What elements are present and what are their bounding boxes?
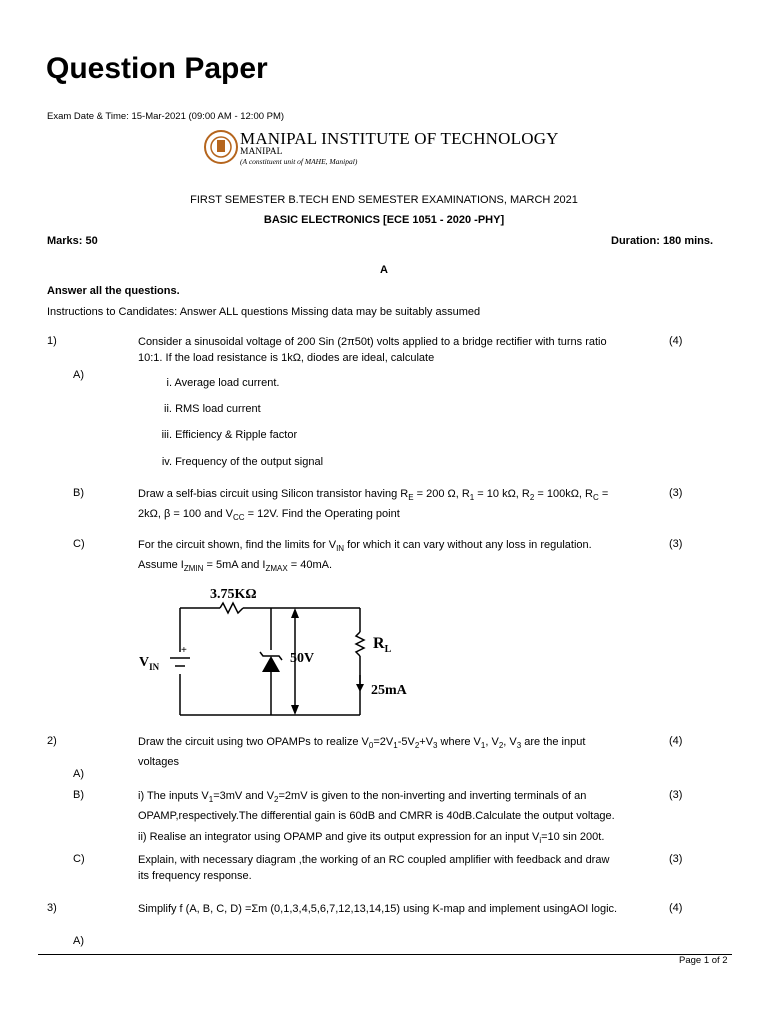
- footer-divider: [38, 954, 732, 955]
- question-text: For the circuit shown, find the limits for $V_{IN}$ for which it can vary without any loss in regulation. Assume $I_{ZMIN} = 5mA$ and $I_{ZMAX} = 40mA$.: [138, 539, 592, 574]
- list-item: ii. RMS load current: [164, 403, 261, 415]
- question-marks: (4): [669, 735, 683, 747]
- question-text: Consider a sinusoidal voltage of 200 Sin (2π50t) volts applied to a bridge rectifier with turns ratio 10:1. If the load resistance is 1kΩ, diodes are ideal, calculate: [138, 336, 607, 364]
- question-text: ii) Realise an integrator using OPAMP and give its output expression for an input $V_i=10$ sin 200t.: [138, 831, 605, 846]
- institute-note: (A constituent unit of MAHE, Manipal): [240, 157, 358, 166]
- subpart-label: C): [73, 853, 85, 865]
- question-text: Draw the circuit using two OPAMPs to realize $V_0=2V_1-5V_2+V_3$ where $V_1$, $V_2$, $V_3$ are the input voltages: [138, 736, 586, 769]
- section-label: A: [380, 264, 388, 276]
- plus-label: +: [181, 645, 187, 656]
- list-item: iv. Frequency of the output signal: [161, 456, 324, 468]
- question-number: 3): [47, 902, 57, 914]
- subpart-label: C): [73, 538, 85, 550]
- subpart-label: A): [73, 768, 84, 780]
- answer-all: Answer all the questions.: [47, 285, 180, 297]
- page-number: Page 1 of 2: [679, 955, 728, 966]
- question-text: Explain, with necessary diagram ,the working of an RC coupled amplifier with feedback and draw its frequency response.: [138, 854, 610, 882]
- load-label: $R_L$: [373, 635, 392, 655]
- institute-name: MANIPAL INSTITUTE OF TECHNOLOGY: [240, 129, 559, 148]
- institute-seal-icon: [204, 128, 238, 166]
- exam-name: FIRST SEMESTER B.TECH END SEMESTER EXAMINATIONS, MARCH 2021: [190, 194, 578, 206]
- duration-label: Duration: 180 mins.: [611, 235, 714, 247]
- zener-circuit-diagram: [135, 580, 435, 720]
- question-marks: (3): [669, 487, 683, 499]
- question-marks: (3): [669, 789, 683, 801]
- course-title: BASIC ELECTRONICS [ECE 1051 - 2020 -PHY]: [263, 214, 505, 226]
- load-current-label: 25mA: [371, 683, 407, 698]
- instructions: Instructions to Candidates: Answer ALL questions Missing data may be suitably assumed: [47, 306, 481, 318]
- question-text: Simplify f (A, B, C, D) =Σm (0,1,3,4,5,6,7,12,13,14,15) using K-map and implement usingAOI logic.: [138, 903, 618, 915]
- subpart-label: B): [73, 789, 84, 801]
- question-marks: (4): [669, 902, 683, 914]
- exam-datetime: Exam Date & Time: 15-Mar-2021 (09:00 AM - 12:00 PM): [47, 111, 285, 122]
- question-marks: (3): [669, 538, 683, 550]
- institute-city: MANIPAL: [240, 147, 283, 157]
- page-title: Question Paper: [46, 52, 268, 85]
- question-marks: (3): [669, 853, 683, 865]
- subpart-label: B): [73, 487, 84, 499]
- question-marks: (4): [669, 335, 683, 347]
- list-item: iii. Efficiency & Ripple factor: [161, 429, 298, 441]
- marks-label: Marks: 50: [47, 235, 98, 247]
- question-text: i) The inputs $V_1=3mV$ and $V_2=2mV$ is given to the non-inverting and inverting terminals of an OPAMP,respectively.The differential gain is 60dB and CMRR is 40dB.Calculate the output voltage.: [138, 790, 615, 823]
- list-item: i. Average load current.: [166, 377, 280, 389]
- question-text: Draw a self-bias circuit using Silicon transistor having $R_E = 200$ Ω, $R_1 = 10$ kΩ, $R_2 = 100k\Omega$, $R_C$ = 2kΩ, β = 100 and $V_{CC} = 12V$. Find the Operating point: [138, 488, 609, 523]
- zener-voltage-label: 50V: [290, 651, 315, 666]
- question-number: 1): [47, 335, 57, 347]
- subpart-label: A): [73, 369, 84, 381]
- subpart-label: A): [73, 935, 84, 947]
- question-number: 2): [47, 735, 57, 747]
- vin-label: $V_{IN}$: [139, 655, 160, 672]
- resistor-label: 3.75KΩ: [210, 587, 257, 602]
